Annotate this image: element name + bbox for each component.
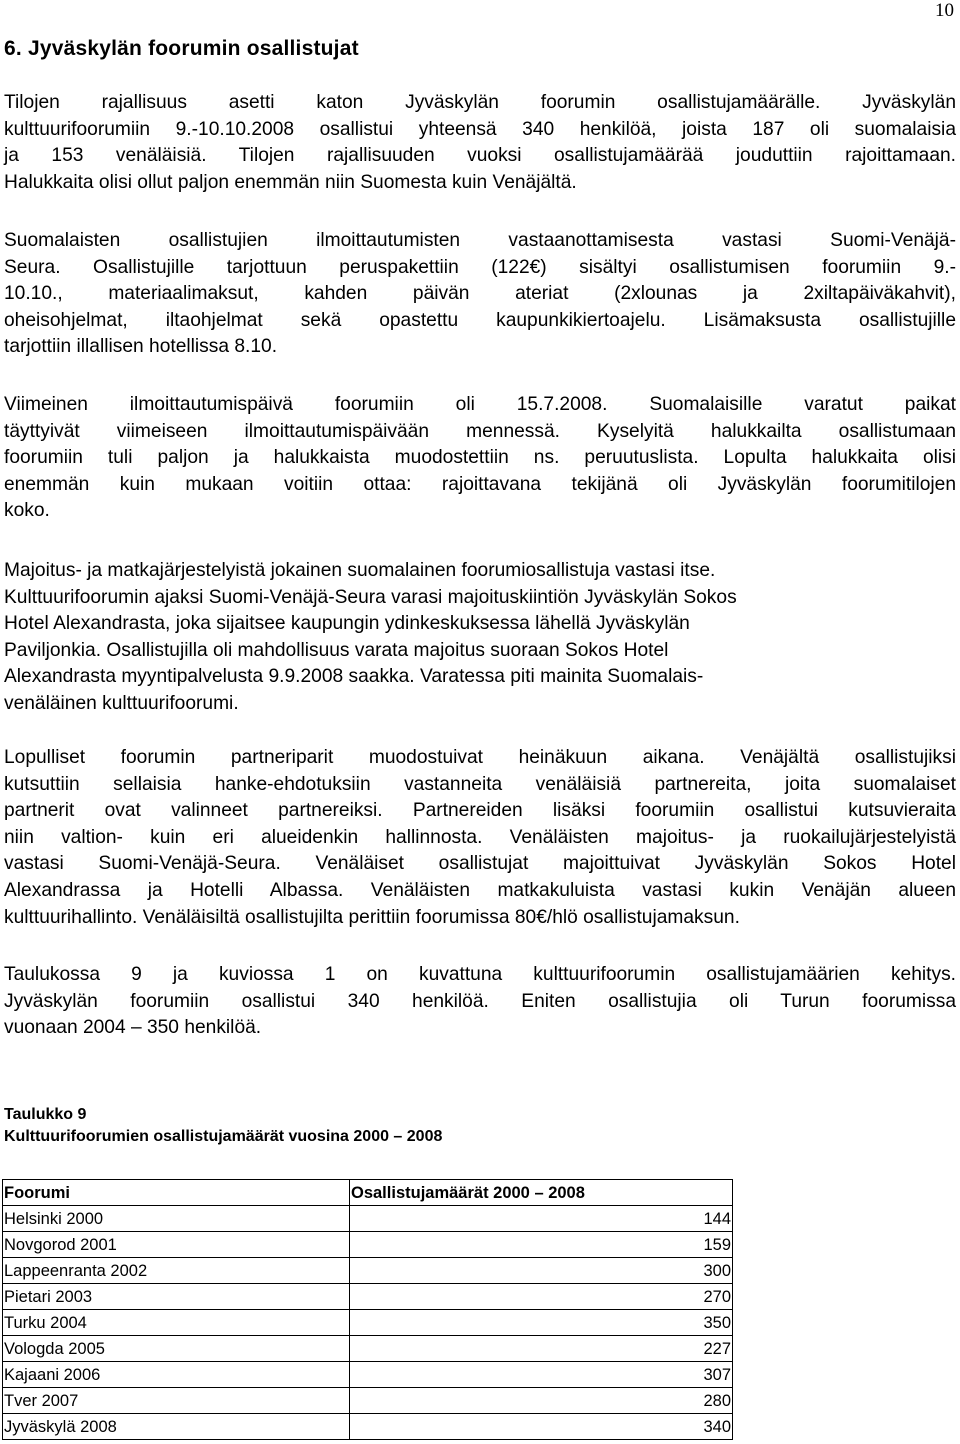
forum-name-cell: Turku 2004 [3,1310,350,1336]
text-line: 10.10., materiaalimaksut, kahden päivän ateriat (2xlounas ja 2xiltapäiväkahvit), [4,283,956,305]
table-row [3,1206,733,1232]
table-row [3,1232,733,1258]
forum-name-cell: Kajaani 2006 [3,1362,350,1388]
text-line: Taulukossa 9 ja kuviossa 1 on kuvattuna kulttuurifoorumin osallistujamäärien kehitys. [4,964,956,985]
participant-count-cell: 307 [350,1362,733,1388]
forum-name-cell: Tver 2007 [3,1388,350,1414]
table-caption-title: Kulttuurifoorumien osallistujamäärät vuosina 2000 – 2008 [4,1128,443,1145]
text-line: koko. [4,500,50,522]
participant-count-cell: 227 [350,1336,733,1362]
participant-count-cell: 270 [350,1284,733,1310]
text-line: Tilojen rajallisuus asetti katon Jyväskylän foorumin osallistujamäärälle. Jyväskylän [4,92,956,113]
text-line: Halukkaita olisi ollut paljon enemmän niin Suomesta kuin Venäjältä. [4,171,577,193]
text-line: foorumiin tuli paljon ja halukkaista muodostettiin ns. peruutuslista. Lopulta halukkaita olisi [4,447,956,469]
text-line: Alexandrasta myyntipalvelusta 9.9.2008 saakka. Varatessa piti mainita Suomalais- [4,666,704,688]
participant-count-cell: 340 [350,1414,733,1440]
text-line: Viimeinen ilmoittautumispäivä foorumiin oli 15.7.2008. Suomalaisille varatut paikat [4,394,956,415]
text-line: niin valtion- kuin eri alueidenkin hallinnosta. Venäläisten majoitus- ja ruokailujärjestelyistä [4,826,956,848]
table-row [3,1362,733,1388]
paragraph-partners [4,745,956,931]
text-line: Alexandrassa ja Hotelli Albassa. Venäläisten matkakuluista vastasi kukin Venäjän alueen [4,879,956,901]
paragraph-venue-capacity [4,90,956,196]
paragraph-deadline [4,392,956,525]
text-line: Paviljonkia. Osallistujilla oli mahdollisuus varata majoitus suoraan Sokos Hotel [4,639,669,661]
forum-name-cell: Jyväskylä 2008 [3,1414,350,1440]
table-row [3,1310,733,1336]
forum-name-cell: Novgorod 2001 [3,1232,350,1258]
page-number: 10 [935,0,954,21]
participant-count-cell: 144 [350,1206,733,1232]
header-participants: Osallistujamäärät 2000 – 2008 [350,1180,733,1206]
text-line: Jyväskylän foorumiin osallistui 340 henkilöä. Eniten osallistujia oli Turun foorumissa [4,990,956,1012]
text-line: vuonaan 2004 – 350 henkilöä. [4,1017,262,1039]
participant-count-cell: 159 [350,1232,733,1258]
section-heading: 6. Jyväskylän foorumin osallistujat [4,37,359,60]
text-line: täyttyivät viimeiseen ilmoittautumispäivään mennessä. Kyselyitä halukkailta osallistumaan [4,420,956,442]
text-line: vastasi Suomi-Venäjä-Seura. Venäläiset osallistujat majoittuivat Jyväskylän Sokos Hotel [4,853,956,875]
participant-count-cell: 350 [350,1310,733,1336]
participant-count-cell: 280 [350,1388,733,1414]
paragraph-accommodation [4,558,956,718]
text-line: Kulttuurifoorumin ajaksi Suomi-Venäjä-Seura varasi majoituskiintiön Jyväskylän Sokos [4,586,737,608]
forum-name-cell: Vologda 2005 [3,1336,350,1362]
table-caption-number: Taulukko 9 [4,1106,87,1123]
text-line: Hotel Alexandrasta, joka sijaitsee kaupungin ydinkeskuksessa lähellä Jyväskylän [4,613,690,635]
text-line: kulttuurihallinto. Venäläisiltä osallistujilta perittiin foorumissa 80€/hlö osallistujamaksun. [4,906,740,928]
participants-table [2,1179,733,1440]
text-line: partnerit ovat valinneet partnereiksi. Partnereiden lisäksi foorumiin osallistui kutsuvieraita [4,800,956,822]
forum-name-cell: Lappeenranta 2002 [3,1258,350,1284]
text-line: kulttuurifoorumiin 9.-10.10.2008 osallistui yhteensä 340 henkilöä, joista 187 oli suomalaisia [4,118,956,140]
text-line: enemmän kuin mukaan voitiin ottaa: rajoittavana tekijänä oli Jyväskylän foorumitilojen [4,473,956,495]
text-line: oheisohjelmat, iltaohjelmat sekä opastettu kaupunkikiertoajelu. Lisämaksusta osallistujille [4,309,956,331]
text-line: kutsuttiin sellaisia hanke-ehdotuksiin vastanneita venäläisiä partnereita, joita suomalaiset [4,773,956,795]
table-row [3,1284,733,1310]
participant-count-cell: 300 [350,1258,733,1284]
text-line: Lopulliset foorumin partneriparit muodostuivat heinäkuun aikana. Venäjältä osallistujiksi [4,747,956,768]
forum-name-cell: Pietari 2003 [3,1284,350,1310]
text-line: ja 153 venäläisiä. Tilojen rajallisuuden vuoksi osallistujamäärää jouduttiin rajoittamaan. [4,145,956,167]
text-line: Majoitus- ja matkajärjestelyistä jokainen suomalainen foorumiosallistuja vastasi itse. [4,560,716,581]
header-forum: Foorumi [3,1180,350,1206]
table-row [3,1414,733,1440]
table-header-row [3,1180,733,1206]
table-row [3,1388,733,1414]
table-row [3,1336,733,1362]
text-line: tarjottiin illallisen hotellissa 8.10. [4,336,278,358]
paragraph-table-intro [4,962,956,1042]
paragraph-registration [4,228,956,361]
text-line: Suomalaisten osallistujien ilmoittautumisten vastaanottamisesta vastasi Suomi-Venäjä- [4,230,956,251]
text-line: Seura. Osallistujille tarjottuun peruspakettiin (122€) sisältyi osallistumisen foorumiin 9.- [4,256,956,278]
text-line: venäläinen kulttuurifoorumi. [4,692,239,714]
forum-name-cell: Helsinki 2000 [3,1206,350,1232]
table-row [3,1258,733,1284]
